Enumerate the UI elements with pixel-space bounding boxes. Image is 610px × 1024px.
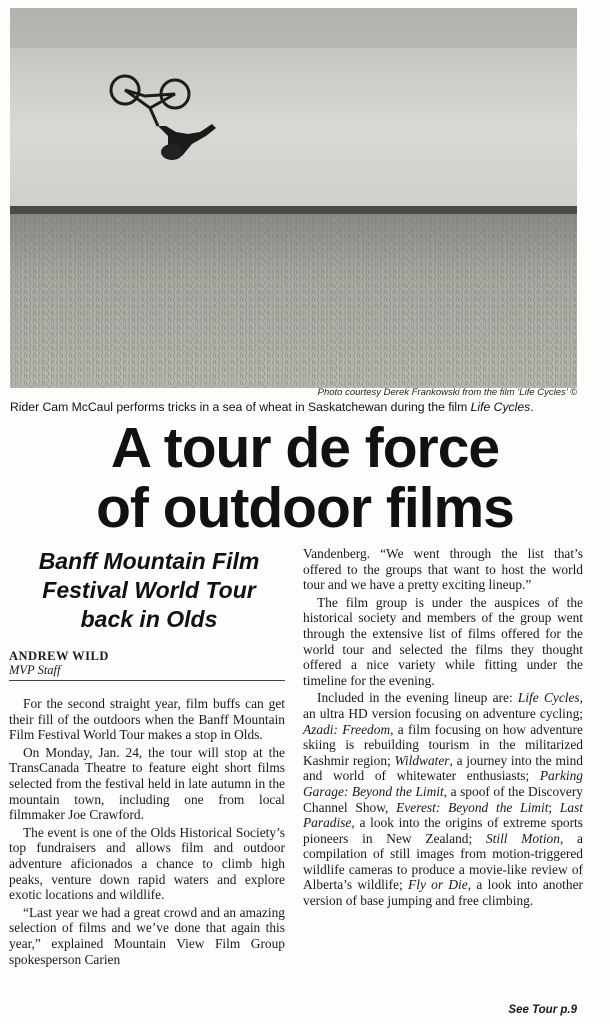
film-title: Still Motion	[485, 830, 560, 846]
lineup-intro: Included in the evening lineup are:	[317, 690, 518, 706]
caption-end: .	[530, 400, 534, 414]
paragraph: Vandenberg. “We went through the list that’s offered to the groups that want to host the world tour and we have a pretty exciting lineup.”	[303, 546, 583, 593]
jump-reference: See Tour p.9	[508, 1004, 577, 1016]
paragraph: For the second straight year, film buffs can get their fill of the outdoors when the Banff Mountain Film Festival World Tour makes a stop in Olds.	[9, 696, 285, 743]
article-column-1	[9, 696, 285, 969]
paragraph: “Last year we had a great crowd and an amazing selection of films and we’ve done that again this year,” explained Mountain View Film Group spokesperson Carien	[9, 904, 285, 967]
film-title: Azadi: Freedom	[303, 721, 391, 737]
film-title: Wildwater	[394, 752, 450, 768]
photo-caption	[10, 400, 590, 414]
caption-film-title: Life Cycles	[470, 400, 531, 414]
paragraph: The film group is under the auspices of the historical society and members of the group went through the extensive list of films offered for the world tour and selected the films they thought offered a nice variety while fitting under the timeline for the evening.	[303, 594, 583, 688]
film-desc: , a journey into the mind and world of whitewater enthusiasts;	[303, 752, 583, 784]
byline-author: ANDREW WILD	[9, 649, 109, 663]
subheadline	[8, 547, 290, 634]
film-title: Everest: Beyond the Limit	[396, 799, 549, 815]
film-desc: , a film focusing on how adventure skiing is rebuilding tourism in the militarized Kashmir region;	[303, 721, 583, 768]
byline-divider	[9, 680, 285, 681]
paragraph: The event is one of the Olds Historical Society’s top fundraisers and allows film and outdoor adventure aficionados a chance to climb high peaks, venture down rapid waters and explore exotic locations and wildlife.	[9, 824, 285, 903]
lineup-paragraph	[303, 690, 583, 908]
subheadline-line-1: Banff Mountain Film	[38, 548, 260, 574]
article-column-2	[303, 546, 583, 911]
film-desc: , a spoof of the Discovery Channel Show,	[303, 783, 583, 815]
film-desc: , a compilation of still images from motion-triggered wildlife cameras to produce a movie-like review of Alberta’s wildlife;	[303, 830, 584, 893]
film-desc: ;	[548, 799, 560, 815]
film-desc: , a look into the origins of extreme sports pioneers in New Zealand;	[303, 815, 583, 846]
paragraph: On Monday, Jan. 24, the tour will stop at the TransCanada Theatre to feature eight short films selected from the festival held in late autumn in the mountain town, including one from local filmmaker Joe Crawford.	[9, 744, 285, 823]
byline-organization: MVP Staff	[9, 663, 61, 677]
film-title: Parking Garage: Beyond the Limit	[303, 768, 583, 799]
headline	[0, 418, 610, 538]
subheadline-line-2: Festival World Tour	[42, 577, 256, 603]
film-title: Fly or Die	[408, 877, 468, 893]
photo-credit: Photo courtesy Derek Frankowski from the film ‘Life Cycles’ ©	[317, 387, 577, 398]
article-photo	[10, 8, 577, 388]
film-title: Last Paradise	[303, 799, 583, 831]
headline-line-1: A tour de force	[110, 416, 500, 480]
subheadline-line-3: back in Olds	[80, 606, 218, 632]
headline-line-2: of outdoor films	[96, 476, 514, 540]
film-desc: , a look into another version of base jumping and free climbing.	[303, 877, 583, 909]
caption-text: Rider Cam McCaul performs tricks in a sea of wheat in Saskatchewan during the film	[10, 400, 471, 414]
film-desc: , an ultra HD version focusing on adventure cycling;	[303, 690, 583, 721]
film-title: Life Cycles	[517, 690, 580, 706]
